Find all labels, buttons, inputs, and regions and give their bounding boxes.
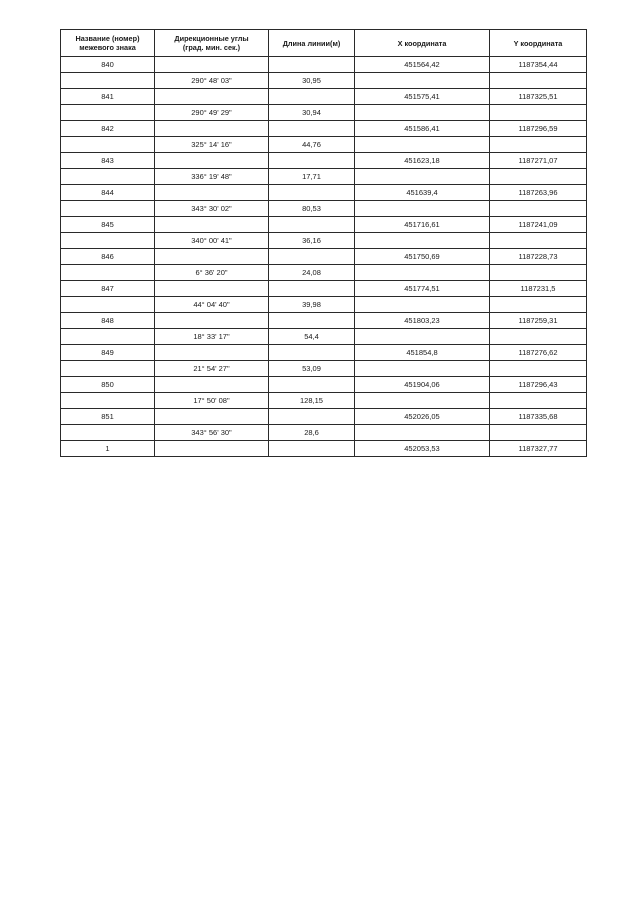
cell-line-length (269, 153, 355, 169)
cell-line-length: 17,71 (269, 169, 355, 185)
cell-line-length: 24,08 (269, 265, 355, 281)
table-header-row (61, 30, 587, 57)
cell-y-coordinate: 1187271,07 (490, 153, 587, 169)
header-direction-angle: Дирекционные углы (град. мин. сек.) (155, 30, 269, 57)
cell-line-length (269, 313, 355, 329)
cell-y-coordinate: 1187296,59 (490, 121, 587, 137)
cell-direction-angle (155, 441, 269, 457)
cell-y-coordinate (490, 297, 587, 313)
cell-x-coordinate (355, 361, 490, 377)
cell-direction-angle (155, 281, 269, 297)
cell-y-coordinate (490, 105, 587, 121)
table-row (61, 425, 587, 441)
cell-line-length (269, 121, 355, 137)
cell-point-name (61, 169, 155, 185)
table-row (61, 233, 587, 249)
cell-y-coordinate (490, 329, 587, 345)
cell-x-coordinate (355, 393, 490, 409)
table-row (61, 73, 587, 89)
cell-y-coordinate: 1187325,51 (490, 89, 587, 105)
cell-point-name (61, 265, 155, 281)
cell-direction-angle: 340° 00' 41" (155, 233, 269, 249)
cell-point-name (61, 137, 155, 153)
cell-y-coordinate (490, 425, 587, 441)
cell-point-name: 841 (61, 89, 155, 105)
cell-x-coordinate: 451803,23 (355, 313, 490, 329)
cell-line-length (269, 57, 355, 73)
cell-line-length (269, 281, 355, 297)
header-y-coordinate: Y координата (490, 30, 587, 57)
cell-point-name: 847 (61, 281, 155, 297)
table-row (61, 185, 587, 201)
cell-x-coordinate: 451623,18 (355, 153, 490, 169)
cell-y-coordinate (490, 361, 587, 377)
cell-direction-angle (155, 377, 269, 393)
cell-line-length: 44,76 (269, 137, 355, 153)
cell-point-name (61, 425, 155, 441)
cell-x-coordinate (355, 169, 490, 185)
cell-x-coordinate (355, 233, 490, 249)
cell-point-name (61, 105, 155, 121)
cell-y-coordinate (490, 73, 587, 89)
cell-y-coordinate: 1187259,31 (490, 313, 587, 329)
cell-direction-angle: 343° 30' 02" (155, 201, 269, 217)
cell-point-name (61, 361, 155, 377)
cell-direction-angle (155, 153, 269, 169)
cell-direction-angle (155, 313, 269, 329)
cell-direction-angle: 336° 19' 48" (155, 169, 269, 185)
cell-point-name (61, 297, 155, 313)
cell-line-length (269, 345, 355, 361)
cell-x-coordinate: 451575,41 (355, 89, 490, 105)
table-row (61, 57, 587, 73)
cell-y-coordinate (490, 265, 587, 281)
cell-line-length (269, 377, 355, 393)
cell-line-length: 80,53 (269, 201, 355, 217)
cell-line-length: 54,4 (269, 329, 355, 345)
cell-point-name: 844 (61, 185, 155, 201)
cell-point-name: 843 (61, 153, 155, 169)
cell-line-length: 53,09 (269, 361, 355, 377)
cell-point-name: 849 (61, 345, 155, 361)
table-row (61, 169, 587, 185)
table-row (61, 249, 587, 265)
table-row (61, 409, 587, 425)
cell-point-name (61, 233, 155, 249)
cell-point-name: 845 (61, 217, 155, 233)
table-row (61, 201, 587, 217)
table-row (61, 361, 587, 377)
cell-direction-angle: 290° 48' 03" (155, 73, 269, 89)
cell-x-coordinate (355, 297, 490, 313)
cell-line-length (269, 249, 355, 265)
header-line-length: Длина линии(м) (269, 30, 355, 57)
table-row (61, 217, 587, 233)
cell-line-length: 28,6 (269, 425, 355, 441)
header-point-name: Название (номер) межевого знака (61, 30, 155, 57)
cell-y-coordinate: 1187327,77 (490, 441, 587, 457)
cell-direction-angle (155, 345, 269, 361)
cell-line-length: 30,95 (269, 73, 355, 89)
cell-y-coordinate: 1187228,73 (490, 249, 587, 265)
cell-line-length (269, 441, 355, 457)
cell-direction-angle: 18° 33' 17" (155, 329, 269, 345)
table-body (61, 57, 587, 457)
table-row (61, 441, 587, 457)
cell-point-name: 850 (61, 377, 155, 393)
cell-y-coordinate: 1187335,68 (490, 409, 587, 425)
cell-line-length (269, 89, 355, 105)
table-row (61, 121, 587, 137)
cell-y-coordinate (490, 137, 587, 153)
cell-direction-angle (155, 217, 269, 233)
cell-direction-angle (155, 121, 269, 137)
cell-y-coordinate (490, 169, 587, 185)
cell-y-coordinate: 1187263,96 (490, 185, 587, 201)
table-row (61, 393, 587, 409)
cell-x-coordinate: 451586,41 (355, 121, 490, 137)
cell-point-name: 842 (61, 121, 155, 137)
cell-x-coordinate: 451904,06 (355, 377, 490, 393)
table-row (61, 377, 587, 393)
cell-y-coordinate: 1187354,44 (490, 57, 587, 73)
cell-x-coordinate: 451639,4 (355, 185, 490, 201)
cell-x-coordinate (355, 105, 490, 121)
cell-y-coordinate (490, 201, 587, 217)
cell-direction-angle (155, 185, 269, 201)
cell-point-name (61, 73, 155, 89)
cell-point-name: 851 (61, 409, 155, 425)
cell-y-coordinate: 1187276,62 (490, 345, 587, 361)
header-x-coordinate: X координата (355, 30, 490, 57)
cell-line-length: 36,16 (269, 233, 355, 249)
cell-x-coordinate (355, 329, 490, 345)
table-row (61, 137, 587, 153)
cell-direction-angle: 325° 14' 16" (155, 137, 269, 153)
cell-x-coordinate: 452026,05 (355, 409, 490, 425)
table-row (61, 297, 587, 313)
cell-x-coordinate: 451564,42 (355, 57, 490, 73)
cell-line-length (269, 217, 355, 233)
cell-direction-angle: 21° 54' 27" (155, 361, 269, 377)
cell-y-coordinate (490, 393, 587, 409)
cell-x-coordinate (355, 201, 490, 217)
cell-x-coordinate (355, 73, 490, 89)
cell-x-coordinate (355, 425, 490, 441)
cell-x-coordinate: 451750,69 (355, 249, 490, 265)
cell-point-name (61, 393, 155, 409)
table-row (61, 265, 587, 281)
cell-x-coordinate (355, 137, 490, 153)
cell-x-coordinate: 452053,53 (355, 441, 490, 457)
cell-y-coordinate: 1187296,43 (490, 377, 587, 393)
cell-direction-angle (155, 409, 269, 425)
table-row (61, 153, 587, 169)
cell-x-coordinate (355, 265, 490, 281)
cell-direction-angle: 17° 50' 08" (155, 393, 269, 409)
cell-point-name (61, 329, 155, 345)
cell-x-coordinate: 451774,51 (355, 281, 490, 297)
cell-line-length (269, 185, 355, 201)
table-row (61, 105, 587, 121)
cell-y-coordinate (490, 233, 587, 249)
cell-direction-angle: 6° 36' 20" (155, 265, 269, 281)
cell-line-length: 39,98 (269, 297, 355, 313)
boundary-points-table (60, 29, 587, 457)
cell-line-length: 30,94 (269, 105, 355, 121)
cell-point-name: 848 (61, 313, 155, 329)
cell-point-name: 840 (61, 57, 155, 73)
cell-point-name: 846 (61, 249, 155, 265)
table-row (61, 89, 587, 105)
cell-line-length (269, 409, 355, 425)
table-row (61, 281, 587, 297)
cell-y-coordinate: 1187241,09 (490, 217, 587, 233)
cell-line-length: 128,15 (269, 393, 355, 409)
cell-y-coordinate: 1187231,5 (490, 281, 587, 297)
cell-direction-angle: 343° 56' 30" (155, 425, 269, 441)
cell-direction-angle (155, 249, 269, 265)
cell-x-coordinate: 451854,8 (355, 345, 490, 361)
table-row (61, 345, 587, 361)
cell-direction-angle (155, 57, 269, 73)
cell-direction-angle: 290° 49' 29" (155, 105, 269, 121)
cell-x-coordinate: 451716,61 (355, 217, 490, 233)
cell-point-name: 1 (61, 441, 155, 457)
cell-point-name (61, 201, 155, 217)
table-row (61, 313, 587, 329)
cell-direction-angle: 44° 04' 40" (155, 297, 269, 313)
cell-direction-angle (155, 89, 269, 105)
table-row (61, 329, 587, 345)
